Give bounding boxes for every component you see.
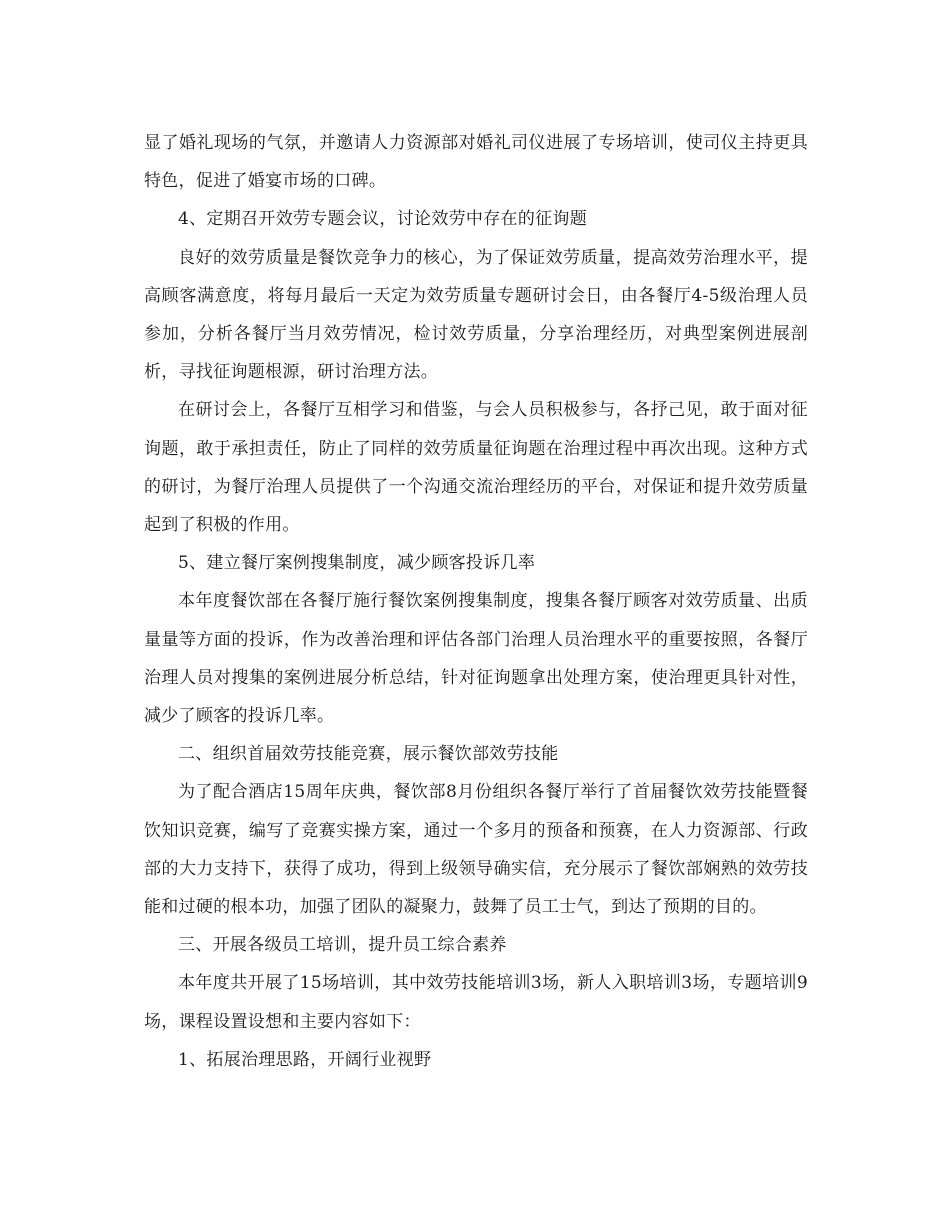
section-heading-4: 4、定期召开效劳专题会议，讨论效劳中存在的征询题 [178,209,588,230]
paragraph-continuation: 显了婚礼现场的气氛，并邀请人力资源部对婚礼司仪进展了专场培训，使司仪主持更具特色，促进了婚宴市场的口碑。 [144,133,808,192]
paragraph-case-collection: 本年度餐饮部在各餐厅施行餐饮案例搜集制度，搜集各餐厅顾客对效劳质量、出质量量等方面的投诉，作为改善治理和评估各部门治理人员治理水平的重要按照，各餐厅治理人员对搜集的案例进展分析总结，针对征询题拿出处理方案，使治理更具针对性，减少了顾客的投诉几率。 [144,591,808,727]
section-heading-1: 1、拓展治理思路，开阔行业视野 [178,1049,432,1070]
paragraph-seminar: 在研讨会上，各餐厅互相学习和借鉴，与会人员积极参与，各抒己见，敢于面对征询题，敢于承担责任，防止了同样的效劳质量征询题在治理过程中再次出现。这种方式的研讨，为餐厅治理人员提供了一个沟通交流治理经历的平台，对保证和提升效劳质量起到了积极的作用。 [144,400,808,536]
paragraph-service-quality: 良好的效劳质量是餐饮竞争力的核心，为了保证效劳质量，提高效劳治理水平，提高顾客满意度，将每月最后一天定为效劳质量专题研讨会日，由各餐厅4-5级治理人员参加，分析各餐厅当月效劳情况，检讨效劳质量，分享治理经历，对典型案例进展剖析，寻找征询题根源，研讨治理方法。 [144,247,808,383]
section-heading-three: 三、开展各级员工培训，提升员工综合素养 [178,935,507,956]
section-heading-5: 5、建立餐厅案例搜集制度，减少顾客投诉几率 [178,553,536,574]
section-heading-two: 二、组织首届效劳技能竞赛，展示餐饮部效劳技能 [178,744,559,765]
paragraph-skills-competition: 为了配合酒店15周年庆典，餐饮部8月份组织各餐厅举行了首届餐饮效劳技能暨餐饮知识竞赛，编写了竞赛实操方案，通过一个多月的预备和预赛，在人力资源部、行政部的大力支持下，获得了成功，得到上级领导确实信，充分展示了餐饮部娴熟的效劳技能和过硬的根本功，加强了团队的凝聚力，鼓舞了员工士气，到达了预期的目的。 [144,782,808,918]
paragraph-training-summary: 本年度共开展了15场培训，其中效劳技能培训3场，新人入职培训3场，专题培训9场，课程设置设想和主要内容如下： [144,973,808,1032]
document-body [144,124,808,1079]
